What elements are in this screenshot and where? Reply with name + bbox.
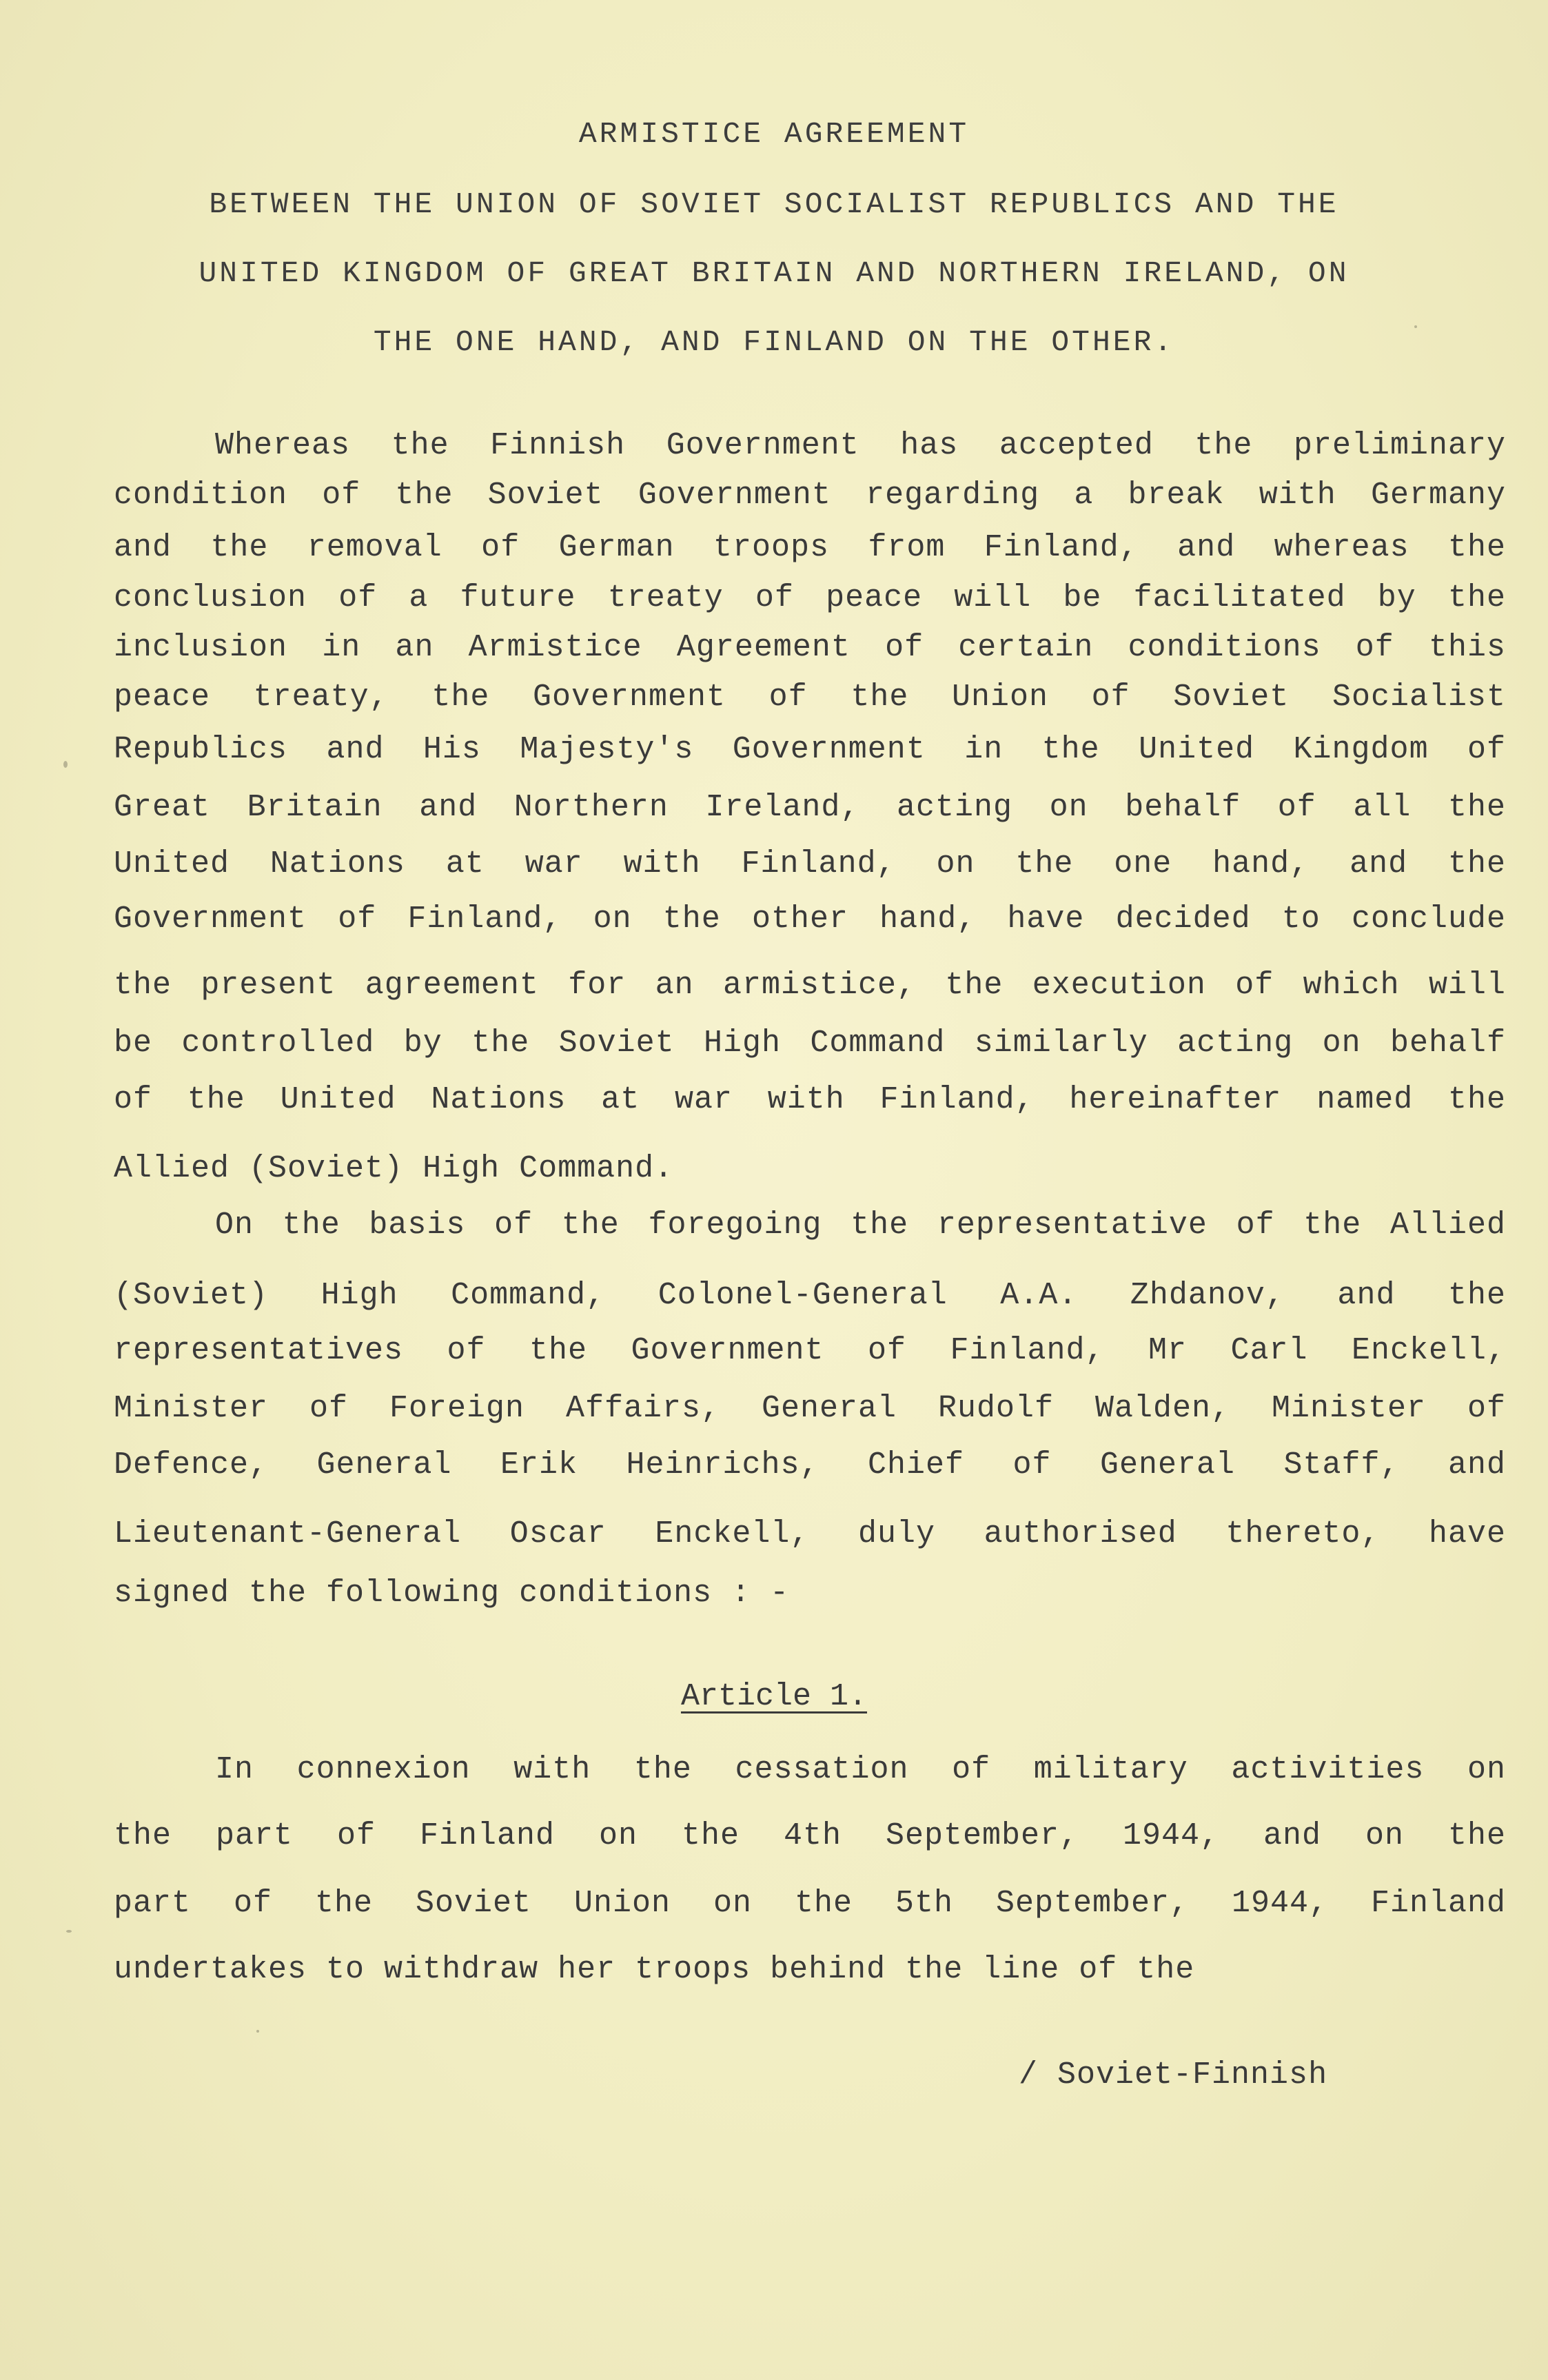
preamble-line: conclusion of a future treaty of peace will be facilitated by the <box>114 580 1506 616</box>
preamble-line: Whereas the Finnish Government has accepted the preliminary <box>215 428 1506 463</box>
title-line-4: THE ONE HAND, AND FINLAND ON THE OTHER. <box>373 325 1175 359</box>
article-line: the part of Finland on the 4th September, 1944, and on the <box>114 1818 1506 1853</box>
signatories-line: signed the following conditions : - <box>114 1576 790 1611</box>
preamble-line: Allied (Soviet) High Command. <box>114 1151 674 1186</box>
paper-speck <box>66 1930 72 1933</box>
title-line-3: UNITED KINGDOM OF GREAT BRITAIN AND NORTHERN IRELAND, ON <box>198 256 1350 290</box>
preamble-line: peace treaty, the Government of the Union of Soviet Socialist <box>114 680 1506 715</box>
article-line: part of the Soviet Union on the 5th September, 1944, Finland <box>114 1886 1506 1921</box>
signatories-line: Minister of Foreign Affairs, General Rudolf Walden, Minister of <box>114 1391 1506 1426</box>
paper-speck <box>1414 325 1417 328</box>
preamble-line: inclusion in an Armistice Agreement of certain conditions of this <box>114 630 1506 665</box>
article-heading <box>0 1679 1548 1714</box>
article-line: undertakes to withdraw her troops behind the line of the <box>114 1952 1195 1987</box>
signatories-line: (Soviet) High Command, Colonel-General A.A. Zhdanov, and the <box>114 1278 1506 1313</box>
preamble-line: the present agreement for an armistice, the execution of which will <box>114 968 1506 1003</box>
signatories-line: Defence, General Erik Heinrichs, Chief of General Staff, and <box>114 1447 1506 1483</box>
signatories-line: Lieutenant-General Oscar Enckell, duly authorised thereto, have <box>114 1516 1506 1552</box>
signatories-line: On the basis of the foregoing the representative of the Allied <box>215 1208 1506 1243</box>
preamble-line: be controlled by the Soviet High Command similarly acting on behalf <box>114 1026 1506 1061</box>
continuation-catchword: / Soviet-Finnish <box>1019 2057 1328 2093</box>
paper-speck <box>256 2030 259 2033</box>
article-heading-text: Article 1. <box>680 1679 868 1714</box>
title-line-2: BETWEEN THE UNION OF SOVIET SOCIALIST REPUBLICS AND THE <box>209 187 1339 221</box>
preamble-line: and the removal of German troops from Finland, and whereas the <box>114 530 1506 565</box>
preamble-line: of the United Nations at war with Finland, hereinafter named the <box>114 1082 1506 1117</box>
preamble-line: Great Britain and Northern Ireland, acting on behalf of all the <box>114 790 1506 825</box>
preamble-line: condition of the Soviet Government regarding a break with Germany <box>114 478 1506 513</box>
preamble-line: Government of Finland, on the other hand, have decided to conclude <box>114 902 1506 937</box>
signatories-line: representatives of the Government of Finland, Mr Carl Enckell, <box>114 1333 1506 1368</box>
article-line: In connexion with the cessation of military activities on <box>215 1752 1506 1787</box>
preamble-line: Republics and His Majesty's Government in the United Kingdom of <box>114 732 1506 767</box>
preamble-line: United Nations at war with Finland, on the one hand, and the <box>114 846 1506 882</box>
paper-speck <box>63 761 68 768</box>
title-line-1: ARMISTICE AGREEMENT <box>578 117 970 151</box>
